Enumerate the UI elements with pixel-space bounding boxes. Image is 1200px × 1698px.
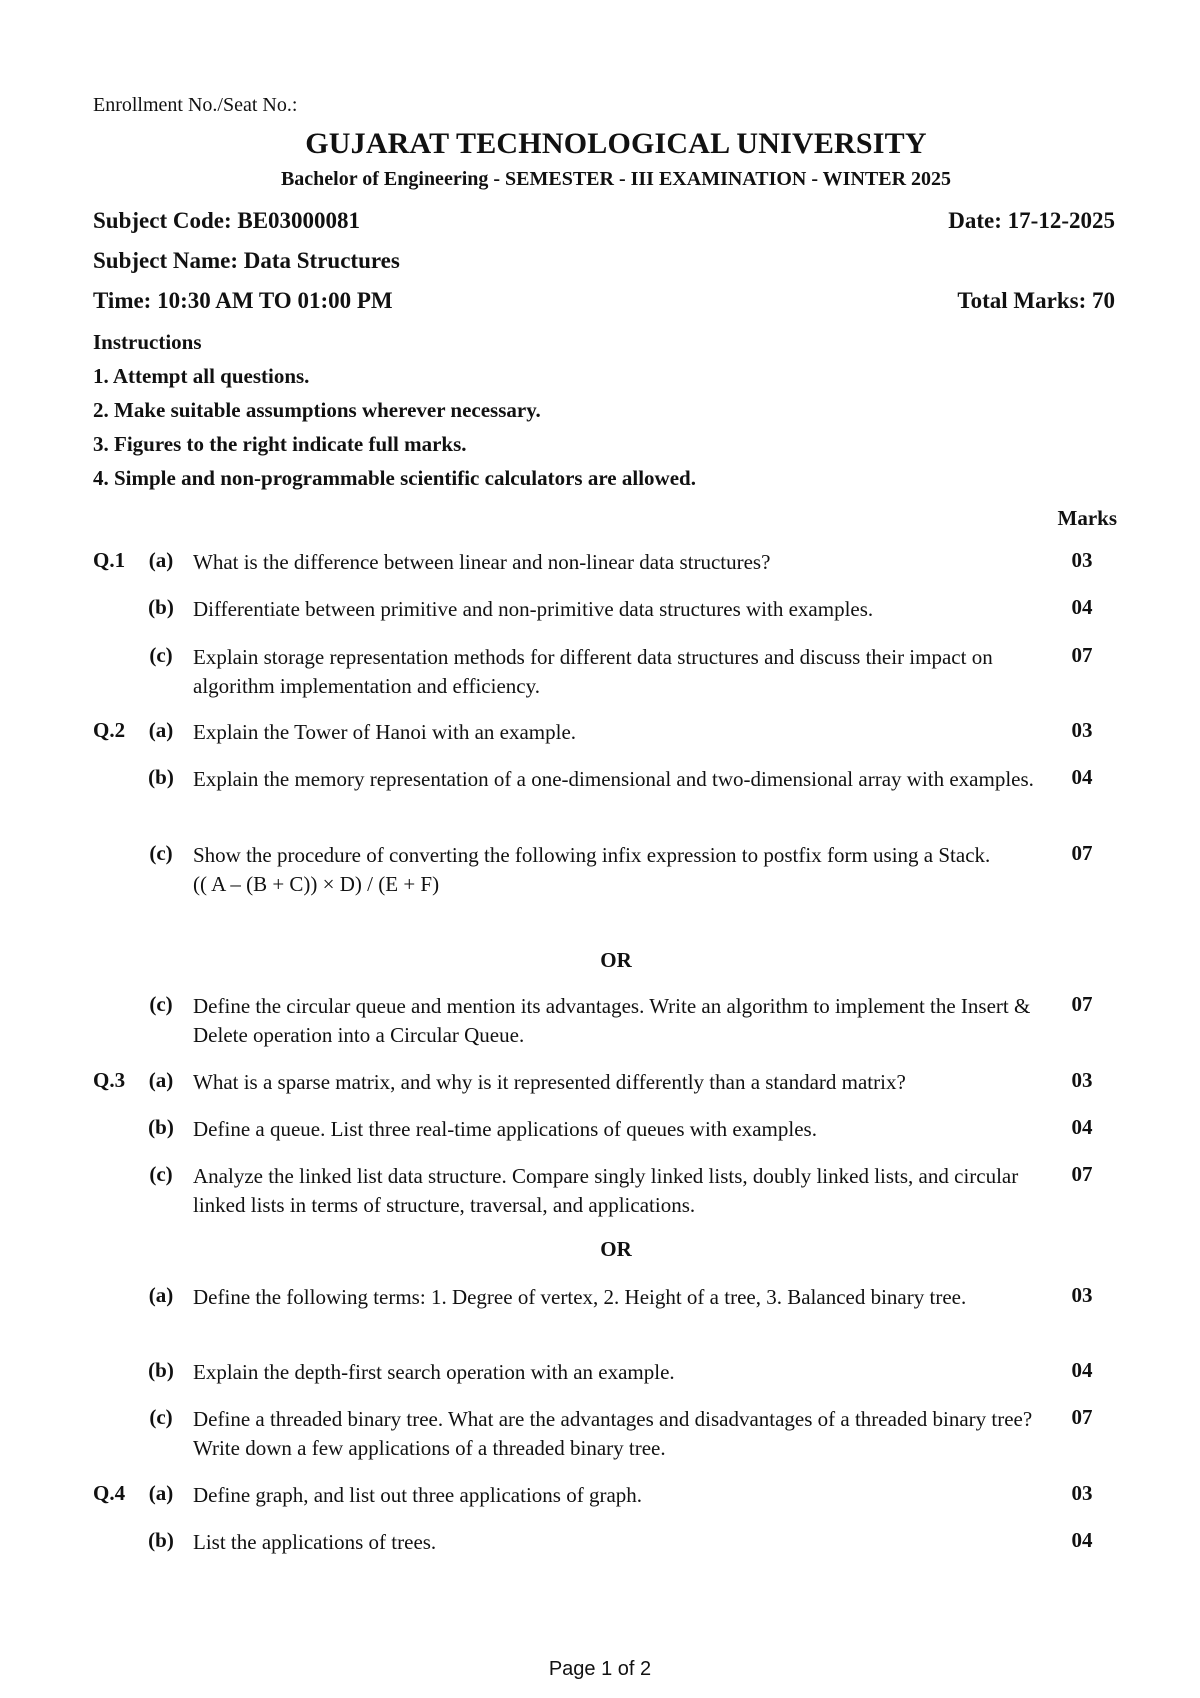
question-text: Analyze the linked list data structure. Compare singly linked lists, doubly linked lists, and circular linked lists in terms of structure, traversal, and applications. xyxy=(193,1164,1019,1217)
question-marks: 07 xyxy=(1071,841,1093,865)
question-number: Q.4 xyxy=(93,1481,126,1505)
question-marks: 04 xyxy=(1071,1528,1093,1552)
question-text: Differentiate between primitive and non-primitive data structures with examples. xyxy=(193,597,874,621)
instruction-item: 3. Figures to the right indicate full marks. xyxy=(93,432,467,456)
question-part: (b) xyxy=(148,1115,174,1139)
enrollment-label: Enrollment No./Seat No.: xyxy=(93,94,298,116)
question-marks: 04 xyxy=(1071,1358,1093,1382)
question-text: Define graph, and list out three applications of graph. xyxy=(193,1483,643,1507)
question-text: Define a queue. List three real-time applications of queues with examples. xyxy=(193,1117,817,1141)
exam-time: Time: 10:30 AM TO 01:00 PM xyxy=(93,288,393,313)
question-part: (a) xyxy=(148,718,174,742)
question-part: (b) xyxy=(148,1358,174,1382)
question-part: (a) xyxy=(148,1481,174,1505)
question-marks: 03 xyxy=(1071,1481,1093,1505)
question-text: Explain the depth-first search operation with an example. xyxy=(193,1360,675,1384)
question-part: (c) xyxy=(149,1162,173,1186)
question-marks: 03 xyxy=(1071,718,1093,742)
question-marks: 04 xyxy=(1071,595,1093,619)
question-part: (b) xyxy=(148,595,174,619)
question-number: Q.2 xyxy=(93,718,126,742)
question-text: Define a threaded binary tree. What are the advantages and disadvantages of a threaded binary tree? Write down a few applications of a threaded binary tree. xyxy=(193,1407,1033,1460)
exam-date: Date: 17-12-2025 xyxy=(948,208,1115,233)
question-marks: 07 xyxy=(1071,1162,1093,1186)
subject-code: Subject Code: BE03000081 xyxy=(93,208,361,233)
question-text: Explain the Tower of Hanoi with an example. xyxy=(193,720,577,744)
question-marks: 04 xyxy=(1071,1115,1093,1139)
question-text: Explain the memory representation of a one-dimensional and two-dimensional array with examples. xyxy=(193,767,1034,791)
question-marks: 07 xyxy=(1071,1405,1093,1429)
instruction-item: 1. Attempt all questions. xyxy=(93,364,310,388)
or-separator: OR xyxy=(600,1237,632,1261)
question-text: What is a sparse matrix, and why is it represented differently than a standard matrix? xyxy=(193,1070,906,1094)
question-marks: 04 xyxy=(1071,765,1093,789)
question-text: Show the procedure of converting the following infix expression to postfix form using a Stack. xyxy=(193,843,991,867)
page-number: Page 1 of 2 xyxy=(548,1658,652,1680)
question-marks: 07 xyxy=(1071,992,1093,1016)
question-marks: 03 xyxy=(1071,548,1093,572)
question-part: (b) xyxy=(148,765,174,789)
marks-heading: Marks xyxy=(1057,506,1117,530)
question-text: Define the circular queue and mention its advantages. Write an algorithm to implement the Insert & Delete operation into a Circular Queue. xyxy=(193,994,1031,1047)
instruction-item: 4. Simple and non-programmable scientific calculators are allowed. xyxy=(93,466,696,490)
question-marks: 03 xyxy=(1071,1068,1093,1092)
university-title: GUJARAT TECHNOLOGICAL UNIVERSITY xyxy=(305,127,927,160)
exam-title: Bachelor of Engineering - SEMESTER - III EXAMINATION - WINTER 2025 xyxy=(280,168,952,190)
question-part: (a) xyxy=(148,1068,174,1092)
instruction-item: 2. Make suitable assumptions wherever necessary. xyxy=(93,398,541,422)
question-part: (c) xyxy=(149,1405,173,1429)
total-marks: Total Marks: 70 xyxy=(957,288,1115,313)
question-text: Explain storage representation methods for different data structures and discuss their impact on algorithm implementation and efficiency. xyxy=(193,645,993,698)
question-text: Define the following terms: 1. Degree of vertex, 2. Height of a tree, 3. Balanced binary tree. xyxy=(193,1285,967,1309)
question-part: (a) xyxy=(148,1283,174,1307)
question-marks: 03 xyxy=(1071,1283,1093,1307)
infix-expression: (( A – (B + C)) × D) / (E + F) xyxy=(193,872,440,896)
or-separator: OR xyxy=(600,948,632,972)
question-number: Q.1 xyxy=(93,548,126,572)
subject-name: Subject Name: Data Structures xyxy=(93,248,400,273)
question-marks: 07 xyxy=(1071,643,1093,667)
question-part: (c) xyxy=(149,643,173,667)
question-part: (c) xyxy=(149,992,173,1016)
question-part: (c) xyxy=(149,841,173,865)
question-text: What is the difference between linear and non-linear data structures? xyxy=(193,550,771,574)
question-part: (b) xyxy=(148,1528,174,1552)
question-text: List the applications of trees. xyxy=(193,1530,437,1554)
instructions-heading: Instructions xyxy=(93,330,202,354)
question-text-block xyxy=(193,841,1043,899)
question-part: (a) xyxy=(148,548,174,572)
question-number: Q.3 xyxy=(93,1068,126,1092)
